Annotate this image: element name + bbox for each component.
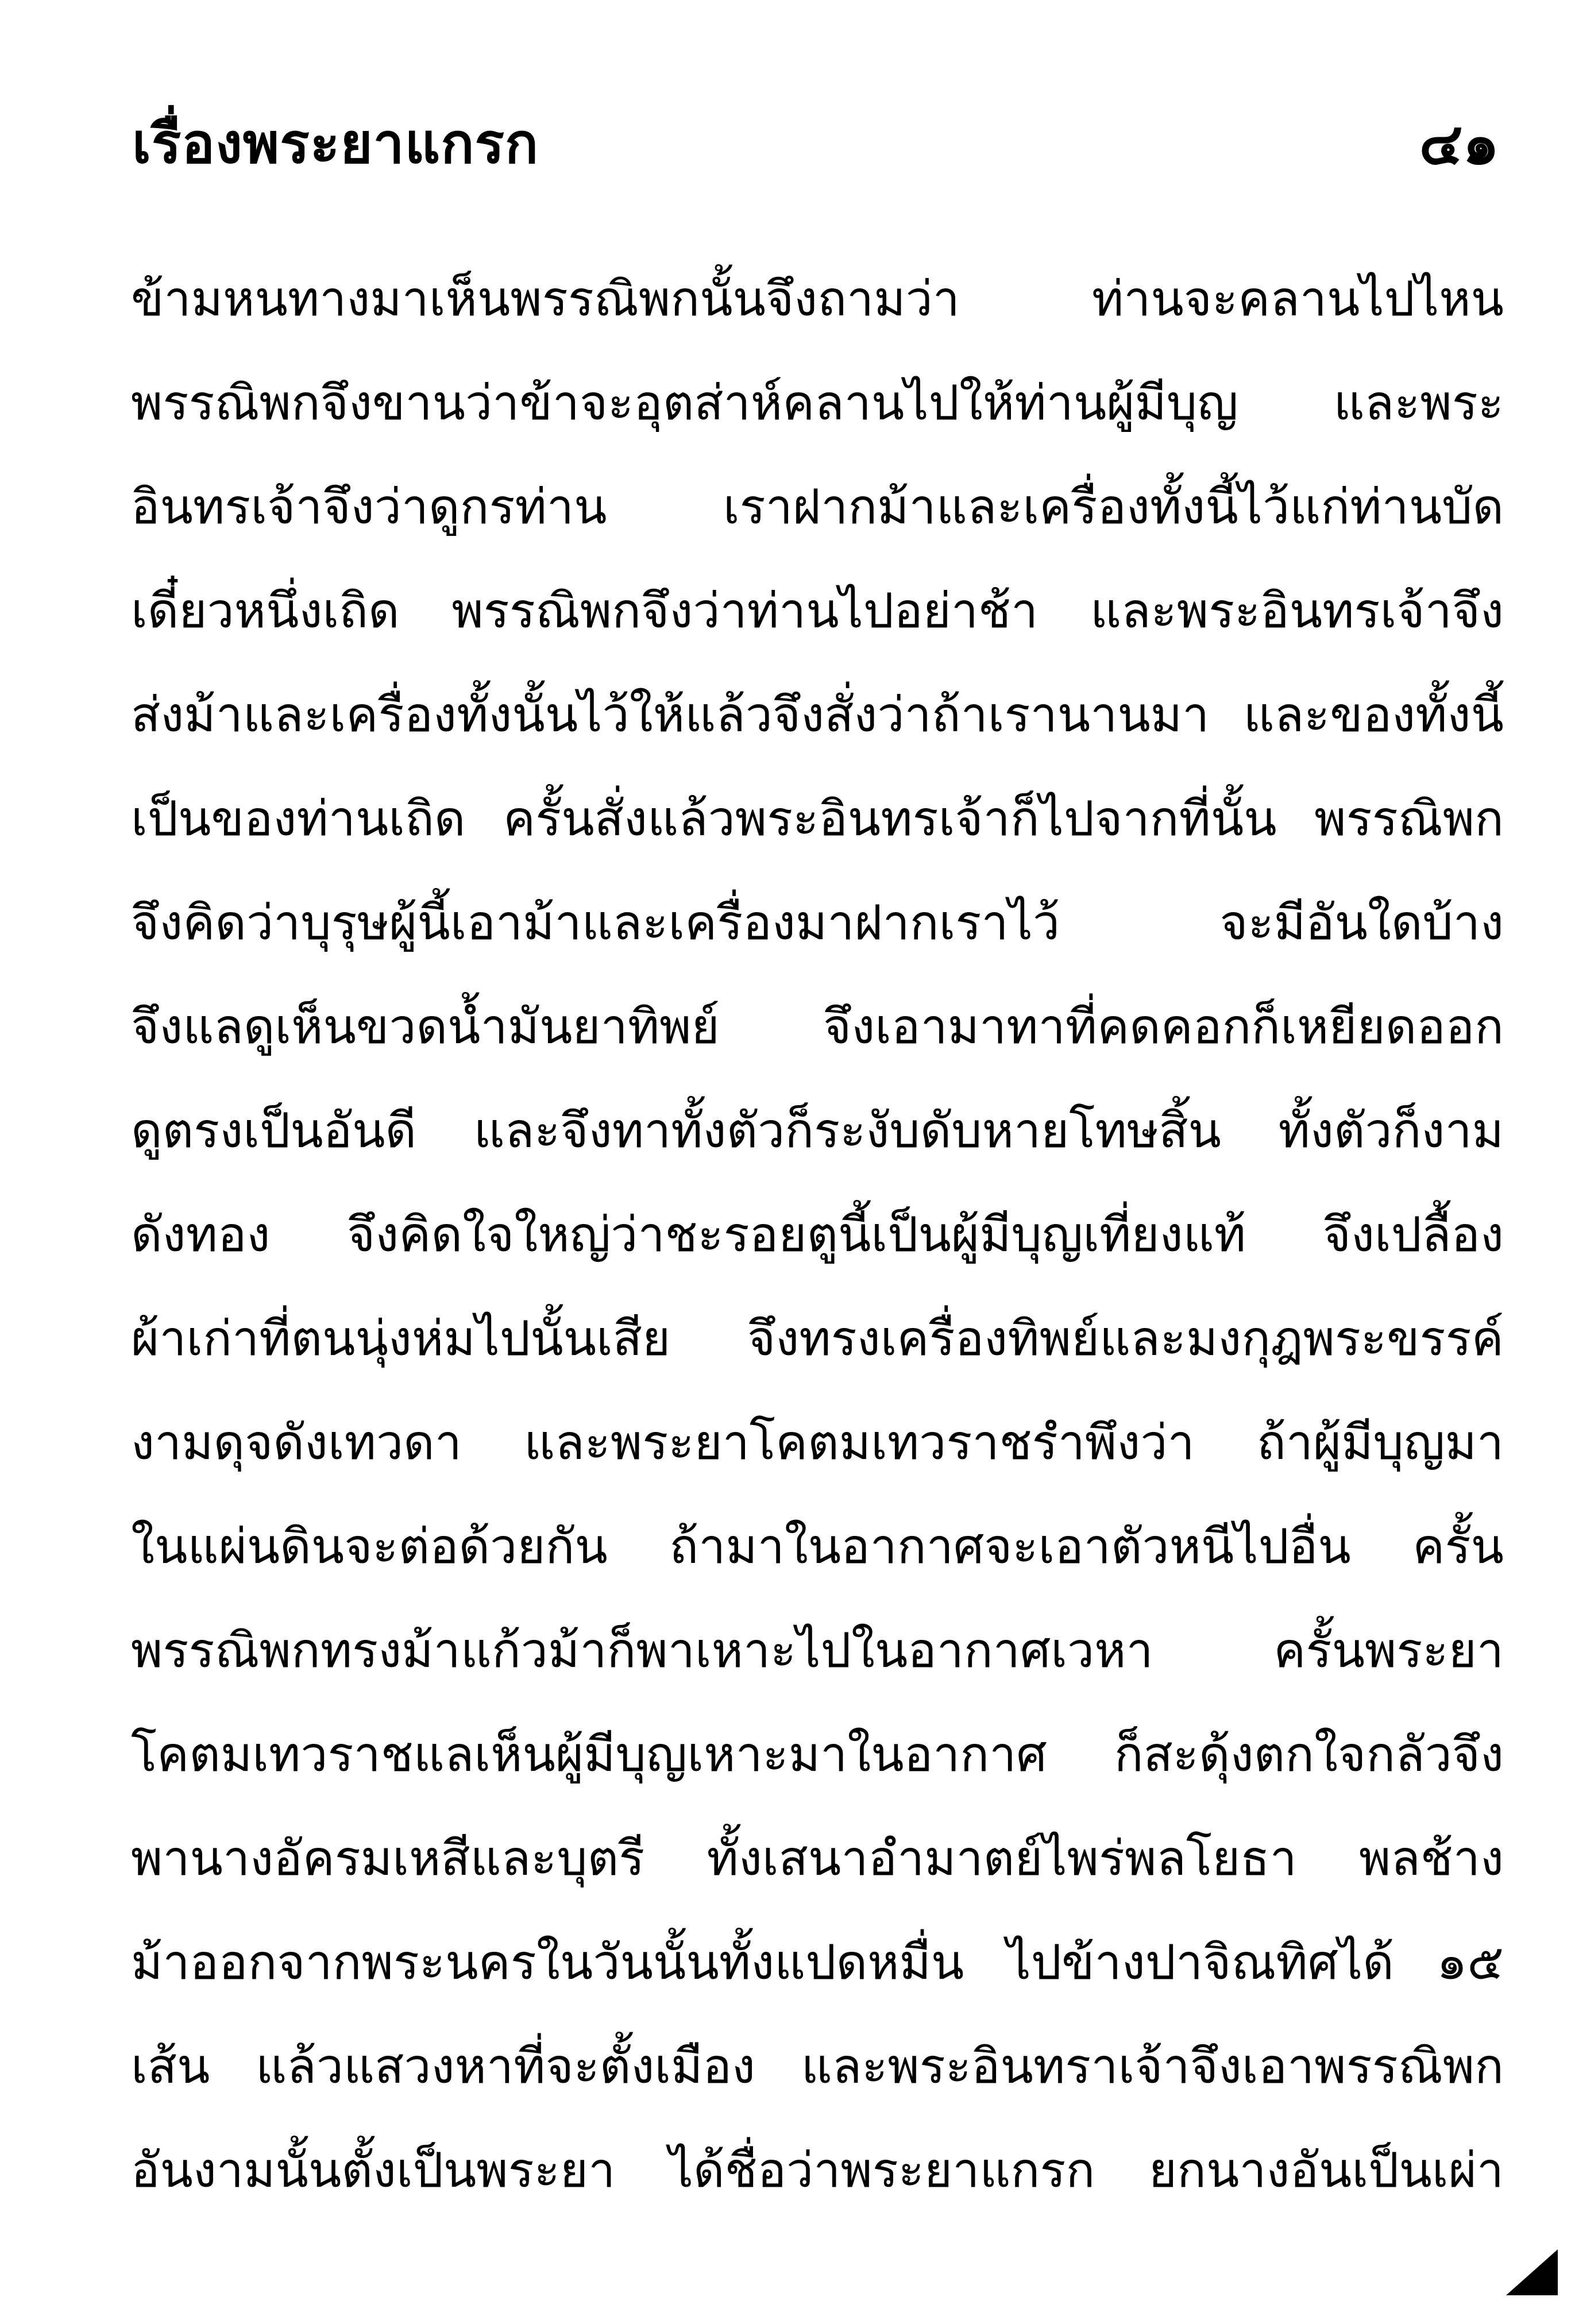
page-header xyxy=(132,98,1499,190)
text-line: เป็นของท่านเถิด ครั้นสั่งแล้วพระอินทรเจ้าก็ไปจากที่นั้น พรรณิพก xyxy=(131,790,1504,847)
text-line: จึงคิดว่าบุรุษผู้นี้เอาม้าและเครื่องมาฝากเราไว้ จะมีอันใดบ้าง xyxy=(131,894,1504,951)
text-line: เส้น แล้วแสวงหาที่จะตั้งเมือง และพระอินทราเจ้าจึงเอาพรรณิพก xyxy=(131,2038,1504,2094)
text-line: ม้าออกจากพระนครในวันนั้นทั้งแปดหมื่น ไปข้างปาจิณทิศได้ ๑๕ xyxy=(131,1934,1504,1990)
text-line: ส่งม้าและเครื่องทั้งนั้นไว้ให้แล้วจึงสั่งว่าถ้าเรานานมา และของทั้งนี้ xyxy=(131,686,1504,743)
body-text xyxy=(131,247,1504,2222)
text-line: งามดุจดังเทวดา และพระยาโคตมเทวราชรำพึงว่า ถ้าผู้มีบุญมา xyxy=(131,1414,1504,1470)
text-line: โคตมเทวราชแลเห็นผู้มีบุญเหาะมาในอากาศ ก็สะดุ้งตกใจกลัวจึง xyxy=(131,1726,1504,1782)
text-line: เดี๋ยวหนึ่งเถิด พรรณิพกจึงว่าท่านไปอย่าช้า และพระอินทรเจ้าจึง xyxy=(131,582,1504,639)
text-line: ดูตรงเป็นอันดี และจึงทาทั้งตัวก็ระงับดับหายโทษสิ้น ทั้งตัวก็งาม xyxy=(131,1102,1504,1159)
running-title: เรื่องพระยาแกรก xyxy=(132,111,539,176)
text-line: พานางอัครมเหสีและบุตรี ทั้งเสนาอำมาตย์ไพร่พลโยธา พลช้าง xyxy=(131,1830,1504,1886)
text-line: พรรณิพกทรงม้าแก้วม้าก็พาเหาะไปในอากาศเวหา ครั้นพระยา xyxy=(131,1622,1504,1678)
text-line: ดังทอง จึงคิดใจใหญ่ว่าชะรอยตูนี้เป็นผู้มีบุญเที่ยงแท้ จึงเปลื้อง xyxy=(131,1206,1504,1263)
text-line: ผ้าเก่าที่ตนนุ่งห่มไปนั้นเสีย จึงทรงเครื่องทิพย์และมงกุฎพระขรรค์ xyxy=(131,1310,1504,1366)
page-corner-mark xyxy=(1506,2249,1558,2295)
text-line: อินทรเจ้าจึงว่าดูกรท่าน เราฝากม้าและเครื่องทั้งนี้ไว้แก่ท่านบัด xyxy=(131,478,1504,535)
page-number: ๔๑ xyxy=(1419,110,1499,177)
text-line: ข้ามหนทางมาเห็นพรรณิพกนั้นจึงถามว่า ท่านจะคลานไปไหน xyxy=(131,271,1504,327)
text-line: พรรณิพกจึงขานว่าข้าจะอุตส่าห์คลานไปให้ท่านผู้มีบุญ และพระ xyxy=(131,375,1504,431)
text-line: ในแผ่นดินจะต่อด้วยกัน ถ้ามาในอากาศจะเอาตัวหนีไปอื่น ครั้น xyxy=(131,1518,1504,1574)
text-line: จึงแลดูเห็นขวดน้ำมันยาทิพย์ จึงเอามาทาที่คดคอกก็เหยียดออก xyxy=(131,998,1504,1055)
text-line: อันงามนั้นตั้งเป็นพระยา ได้ชื่อว่าพระยาแกรก ยกนางอันเป็นเผ่า xyxy=(131,2142,1504,2198)
